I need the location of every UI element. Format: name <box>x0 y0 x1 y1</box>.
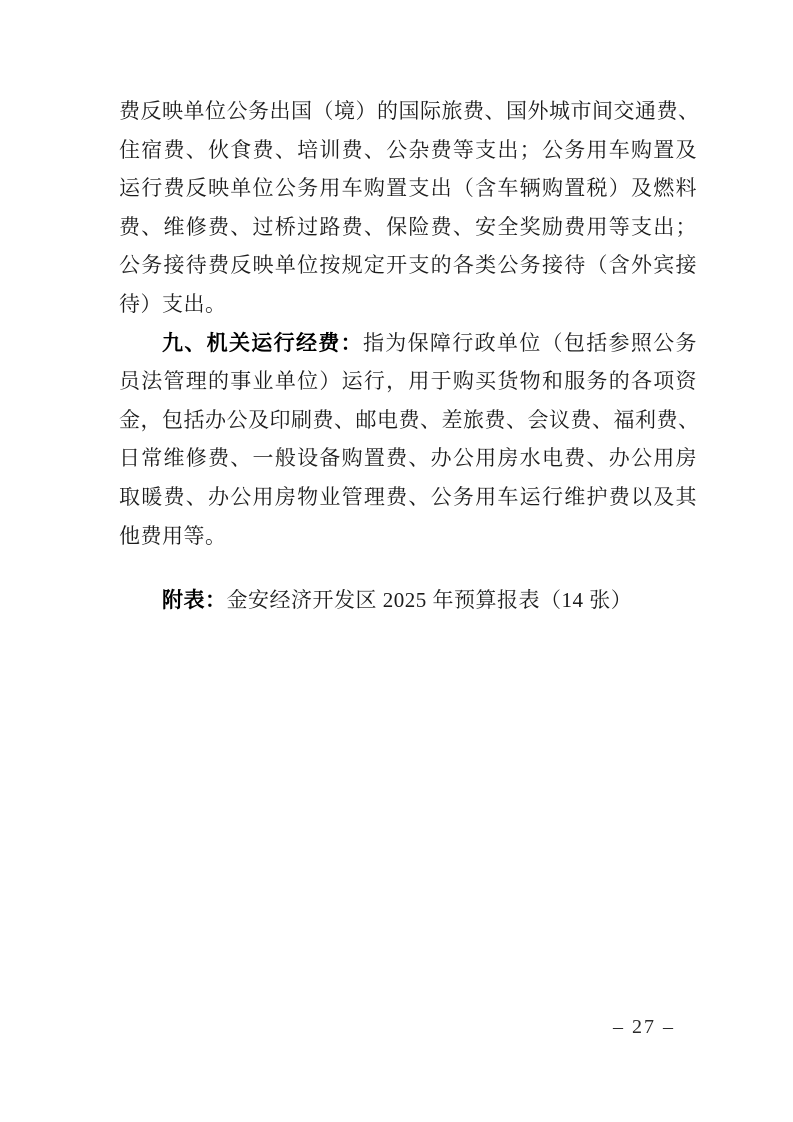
text-line: 费反映单位公务出国（境）的国际旅费、国外城市间交通费、 <box>119 99 700 123</box>
document-body <box>119 92 700 620</box>
text-line: 日常维修费、一般设备购置费、办公用房水电费、办公用房 <box>119 446 697 471</box>
section-heading: 九、机关运行经费： <box>162 331 363 355</box>
page-number: – 27 – <box>613 1016 675 1038</box>
text-line <box>119 324 697 363</box>
text-line: 待）支出。 <box>119 291 227 316</box>
attachment-text: 金安经济开发区 2025 年预算报表（14 张） <box>226 588 633 613</box>
text-line: 住宿费、伙食费、培训费、公杂费等支出；公务用车购置及 <box>119 137 697 162</box>
section-heading-continuation: 指为保障行政单位（包括参照公务 <box>362 330 698 355</box>
text-line: 他费用等。 <box>119 523 227 548</box>
text-line: 金，包括办公及印刷费、邮电费、差旅费、会议费、福利费、 <box>119 407 700 432</box>
text-line: 费、维修费、过桥过路费、保险费、安全奖励费用等支出； <box>119 214 697 239</box>
text-line: 公务接待费反映单位按规定开支的各类公务接待（含外宾接 <box>119 253 697 278</box>
attachment-label: 附表： <box>162 589 227 613</box>
attachment-note <box>119 581 697 620</box>
text-line: 运行费反映单位公务用车购置支出（含车辆购置税）及燃料 <box>119 176 697 201</box>
text-line: 取暖费、办公用房物业管理费、公务用车运行维护费以及其 <box>119 484 697 509</box>
text-line: 员法管理的事业单位）运行，用于购买货物和服务的各项资 <box>119 369 697 394</box>
